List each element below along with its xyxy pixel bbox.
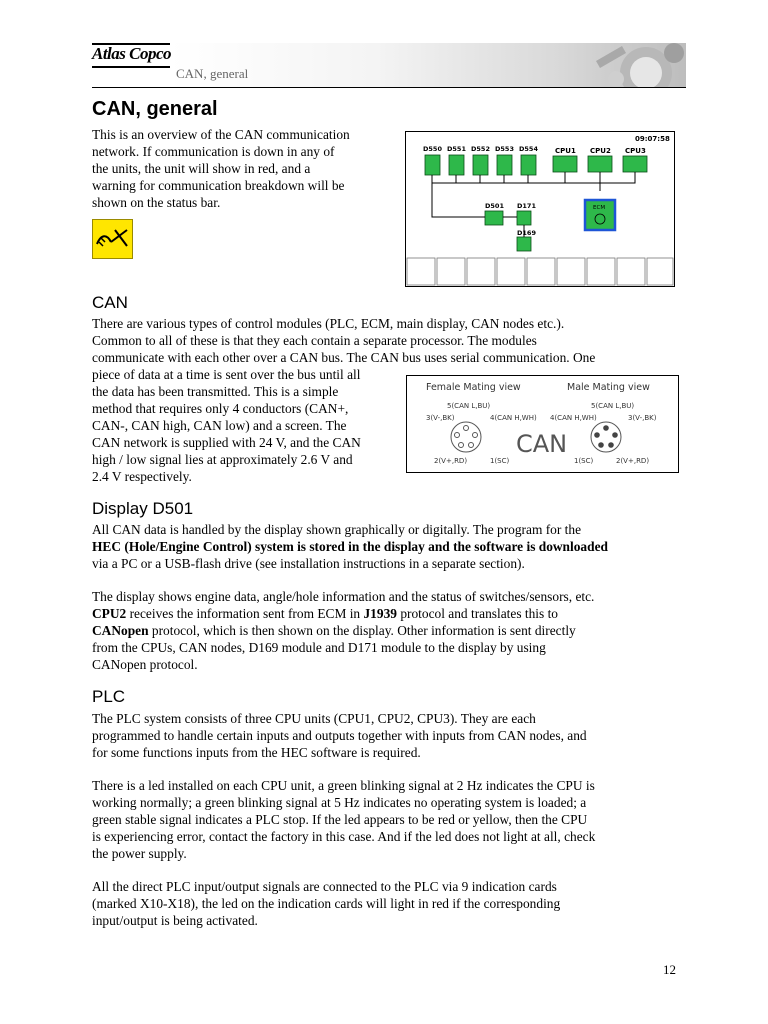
- plc-line: green stable signal indicates a PLC stop. If the led appears to be red or yellow, then the CPU: [92, 812, 588, 827]
- section-heading-plc: PLC: [92, 687, 126, 706]
- display-line: via a PC or a USB-flash drive (see installation instructions in a separate section).: [92, 556, 525, 571]
- cpu-label: CPU2: [590, 147, 611, 155]
- can-line: 2.4 V respectively.: [92, 469, 192, 484]
- display-line: The display shows engine data, angle/hole information and the status of switches/sensors, etc.: [92, 589, 595, 604]
- display-line: CANopen protocol, which is then shown on the display. Other information is sent directly: [92, 623, 576, 638]
- cpu-label: CPU3: [625, 147, 646, 155]
- display-line: from the CPUs, CAN nodes, D169 module and D171 module to the display by using: [92, 640, 546, 655]
- pin-label: 2(V+,RD): [434, 457, 468, 465]
- can-line: Common to all of these is that they each contain a separate processor. The modules: [92, 333, 537, 348]
- intro-line: network. If communication is down in any of: [92, 144, 335, 159]
- can-line: CAN network is supplied with 24 V, and the CAN: [92, 435, 361, 450]
- can-pin-diagram: [406, 375, 679, 473]
- pin-label: 5(CAN L,BU): [447, 402, 491, 410]
- logo-rule: [92, 66, 170, 68]
- pin-label: 2(V+,RD): [616, 457, 650, 465]
- can-line: method that requires only 4 conductors (CAN+,: [92, 401, 349, 416]
- can-line: high / low signal lies at approximately 2.6 V and: [92, 452, 353, 467]
- plc-line: input/output is being activated.: [92, 913, 258, 928]
- can-line: There are various types of control modules (PLC, ECM, main display, CAN nodes etc.).: [92, 316, 565, 331]
- logo: Atlas Copco: [92, 44, 172, 63]
- module-label: D553: [495, 145, 514, 153]
- plc-line: is experiencing error, contact the factory in this case. And if the led does not light at all, check: [92, 829, 596, 844]
- plc-line: working normally; a green blinking signal at 5 Hz indicates no operating system is loaded; a: [92, 795, 587, 810]
- pin-label: 1(SC): [574, 457, 594, 465]
- d501-label: D501: [485, 202, 504, 210]
- pin-label: 5(CAN L,BU): [591, 402, 635, 410]
- d171-label: D171: [517, 202, 536, 210]
- section-heading-display: Display D501: [92, 499, 194, 518]
- header-rule: [92, 87, 686, 88]
- clock-label: 09:07:58: [635, 135, 670, 143]
- module-label: D551: [447, 145, 466, 153]
- can-line: CAN-, CAN high, CAN low) and a screen. The: [92, 418, 347, 433]
- plc-line: the power supply.: [92, 846, 187, 861]
- plc-line: All the direct PLC input/output signals are connected to the PLC via 9 indication cards: [92, 879, 557, 894]
- pin-label: 4(CAN H,WH): [490, 414, 537, 422]
- intro-line: warning for communication breakdown will be: [92, 178, 345, 193]
- module-label: D554: [519, 145, 538, 153]
- display-line: CANopen protocol.: [92, 657, 198, 672]
- page-title: CAN, general: [92, 98, 218, 120]
- plc-line: The PLC system consists of three CPU units (CPU1, CPU2, CPU3). They are each: [92, 711, 536, 726]
- page-number: 12: [663, 962, 676, 977]
- module-label: D552: [471, 145, 490, 153]
- plc-line: There is a led installed on each CPU unit, a green blinking signal at 2 Hz indicates the CPU is: [92, 778, 595, 793]
- can-line: communicate with each other over a CAN bus. The CAN bus uses serial communication. One: [92, 350, 596, 365]
- can-center-label: CAN: [516, 430, 568, 458]
- intro-line: shown on the status bar.: [92, 195, 221, 210]
- header-title: CAN, general: [176, 66, 249, 81]
- display-line: All CAN data is handled by the display shown graphically or digitally. The program for the: [92, 522, 582, 537]
- pin-label: 3(V-,BK): [426, 414, 455, 422]
- display-line: HEC (Hole/Engine Control) system is stored in the display and the software is downloaded: [92, 539, 608, 554]
- module-label: D550: [423, 145, 442, 153]
- cpu-label: CPU1: [555, 147, 576, 155]
- ecm-label: ECM: [593, 205, 606, 211]
- female-title: Female Mating view: [426, 382, 521, 393]
- can-line: piece of data at a time is sent over the bus until all: [92, 367, 361, 382]
- plc-line: programmed to handle certain inputs and outputs together with inputs from CAN nodes, and: [92, 728, 587, 743]
- intro-line: This is an overview of the CAN communication: [92, 127, 350, 142]
- male-title: Male Mating view: [567, 382, 650, 393]
- pin-label: 3(V-,BK): [628, 414, 657, 422]
- pin-label: 1(SC): [490, 457, 510, 465]
- warning-icon: [92, 219, 133, 259]
- can-network-diagram: [405, 131, 675, 287]
- section-heading-can: CAN: [92, 293, 128, 312]
- intro-line: the units, the unit will show in red, and a: [92, 161, 311, 176]
- display-line: CPU2 receives the information sent from ECM in J1939 protocol and translates this to: [92, 606, 558, 621]
- plc-line: for some functions inputs from the HEC software is required.: [92, 745, 421, 760]
- can-line: the data has been transmitted. This is a simple: [92, 384, 339, 399]
- pin-label: 4(CAN H,WH): [550, 414, 597, 422]
- gear-graphic-icon: [576, 43, 686, 87]
- plc-line: (marked X10-X18), the led on the indication cards will light in red if the corresponding: [92, 896, 561, 911]
- d169-label: D169: [517, 229, 536, 237]
